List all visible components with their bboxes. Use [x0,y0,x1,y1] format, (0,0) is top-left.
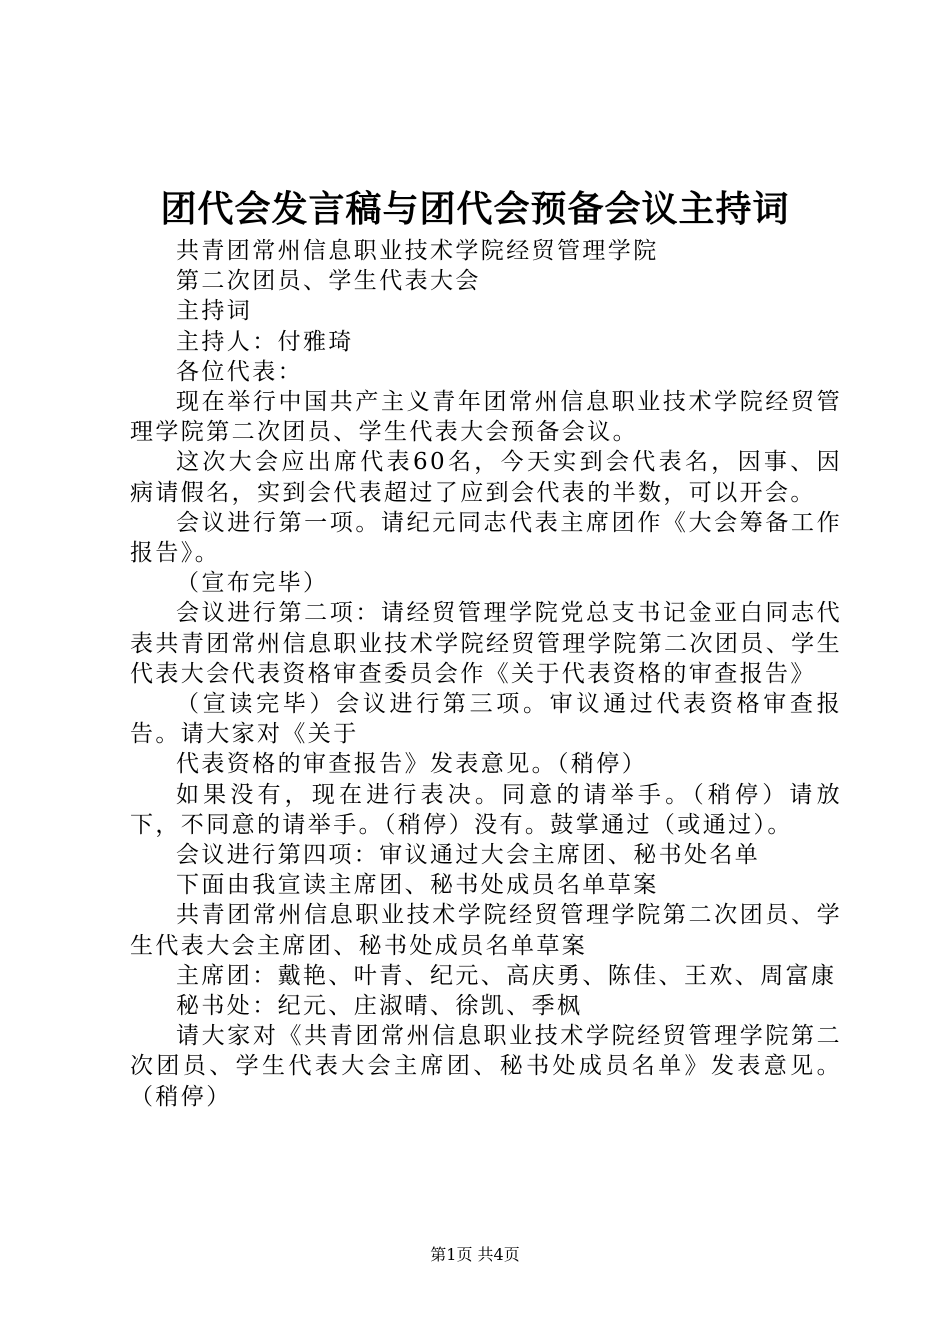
paragraph: 会议进行第二项：请经贸管理学院党总支书记金亚白同志代表共青团常州信息职业技术学院经贸管理学院第二次团员、学生代表大会代表资格审查委员会作《关于代表资格的审查报告》 [130,600,842,687]
paragraph: 共青团常州信息职业技术学院经贸管理学院第二次团员、学生代表大会主席团、秘书处成员名单草案 [130,902,842,959]
paragraph: 会议进行第四项：审议通过大会主席团、秘书处名单 [176,842,761,869]
paragraph: （宣读完毕）会议进行第三项。审议通过代表资格审查报告。请大家对《关于 [130,691,842,748]
paragraph: 如果没有，现在进行表决。同意的请举手。（稍停）请放下，不同意的请举手。（稍停）没有。鼓掌通过（或通过）。 [130,781,842,838]
paragraph: 共青团常州信息职业技术学院经贸管理学院 [176,238,659,264]
document-body [130,236,842,1112]
paragraph: 主持词 [176,298,253,325]
paragraph: 主席团：戴艳、叶青、纪元、高庆勇、陈佳、王欢、周富康 [176,962,837,989]
paragraph: 会议进行第一项。请纪元同志代表主席团作《大会筹备工作报告》。 [130,509,842,567]
paragraph: （宣布完毕） [176,570,329,597]
paragraph: 这次大会应出席代表60名，今天实到会代表名，因事、因病请假名，实到会代表超过了应到会代表的半数，可以开会。 [130,449,842,506]
paragraph: 秘书处：纪元、庄淑晴、徐凯、季枫 [176,993,583,1020]
paragraph: 下面由我宣读主席团、秘书处成员名单草案 [176,872,659,899]
page-number-footer: 第1页 共4页 [430,1245,520,1264]
paragraph: 现在举行中国共产主义青年团常州信息职业技术学院经贸管理学院第二次团员、学生代表大会预备会议。 [130,389,842,446]
paragraph: 代表资格的审查报告》发表意见。（稍停） [176,751,648,778]
paragraph: 请大家对《共青团常州信息职业技术学院经贸管理学院第二次团员、学生代表大会主席团、秘书处成员名单》发表意见。（稍停） [130,1023,842,1110]
document-title: 团代会发言稿与团代会预备会议主持词 [160,188,790,230]
paragraph: 主持人：付雅琦 [176,328,354,355]
paragraph: 第二次团员、学生代表大会 [176,268,481,295]
paragraph: 各位代表： [176,358,303,385]
